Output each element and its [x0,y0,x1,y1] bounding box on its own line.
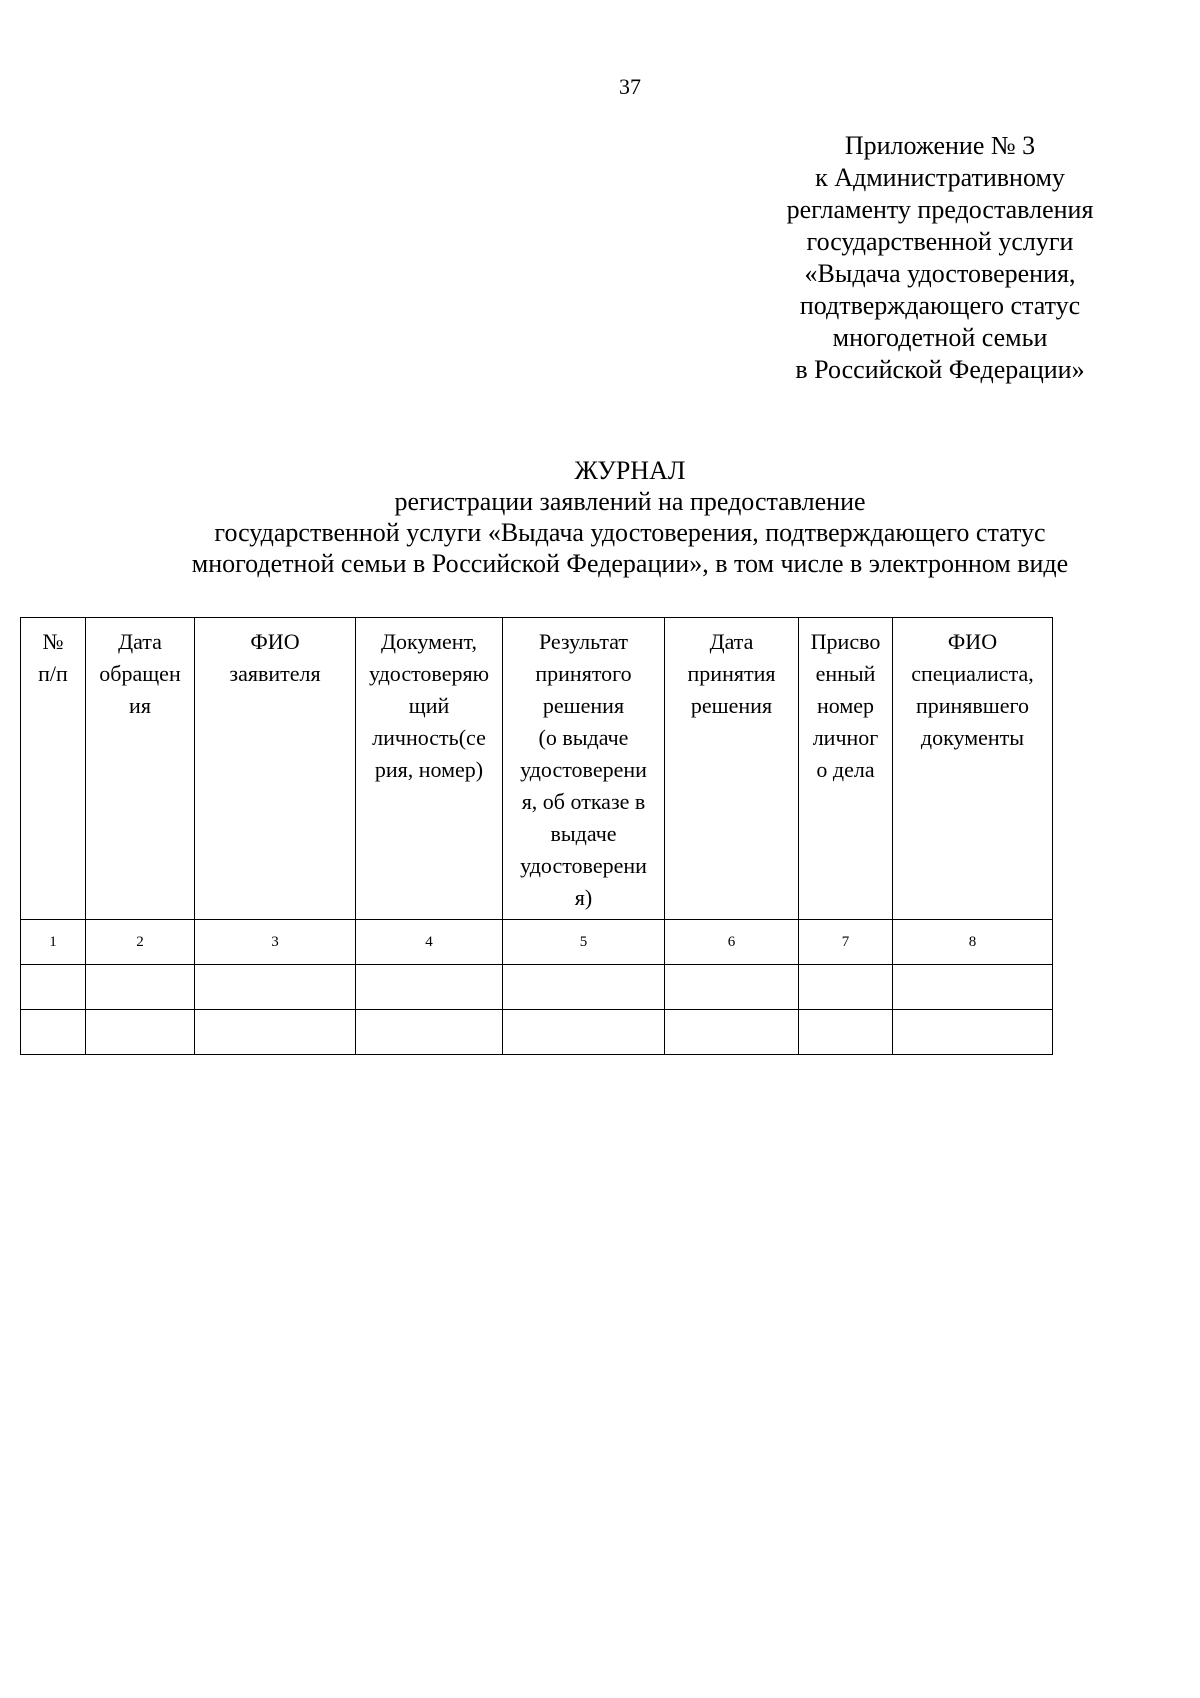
table-cell [195,1010,356,1055]
header-applicant-name: ФИО заявителя [195,618,356,920]
appendix-line: Приложение № 3 [844,131,1036,160]
header-application-date: Дата обращен ия [86,618,195,920]
journal-title: ЖУРНАЛ [574,456,686,485]
column-number: 1 [21,920,86,965]
table-cell [503,965,665,1010]
column-number: 2 [86,920,195,965]
page-number: 37 [619,74,641,99]
header-decision-date: Дата принятия решения [665,618,799,920]
table-cell [665,1010,799,1055]
column-number: 6 [665,920,799,965]
column-number: 7 [799,920,893,965]
table-cell [893,965,1053,1010]
column-number: 8 [893,920,1053,965]
appendix-line: в Российской Федерации» [795,355,1085,384]
header-specialist-name: ФИО специалиста, принявшего документы [893,618,1053,920]
appendix-line: государственной услуги [806,227,1074,256]
appendix-line: многодетной семьи [832,323,1048,352]
table-cell [503,1010,665,1055]
table-cell [21,1010,86,1055]
appendix-heading [740,130,1140,386]
table-cell [195,965,356,1010]
journal-heading [0,455,1200,579]
header-decision-result: Результат принятого решения (о выдаче удостоверени я, об отказе в выдаче удостоверени я) [503,618,665,920]
appendix-line: «Выдача удостоверения, [804,259,1076,288]
column-number: 5 [503,920,665,965]
column-number: 4 [356,920,503,965]
table-cell [893,1010,1053,1055]
table-cell [665,965,799,1010]
table-cell [356,965,503,1010]
table-header-row [21,618,1053,920]
table-cell [21,965,86,1010]
table-cell [86,965,195,1010]
header-number: № п/п [21,618,86,920]
journal-subtitle-line: государственной услуги «Выдача удостоверения, подтверждающего статус [214,518,1046,547]
table-cell [799,1010,893,1055]
journal-subtitle-line: многодетной семьи в Российской Федерации», в том числе в электронном виде [191,549,1069,578]
table-cell [356,1010,503,1055]
journal-subtitle-line: регистрации заявлений на предоставление [394,487,866,516]
appendix-line: к Административному [815,163,1065,192]
table-row [21,1010,1053,1055]
column-number: 3 [195,920,356,965]
table-cell [86,1010,195,1055]
table-row [21,965,1053,1010]
header-identity-document: Документ, удостоверяю щий личность(се рия, номер) [356,618,503,920]
column-number-row [21,920,1053,965]
registration-table [20,617,1053,1055]
appendix-line: подтверждающего статус [799,291,1081,320]
header-case-number: Присво енный номер личног о дела [799,618,893,920]
table-cell [799,965,893,1010]
appendix-line: регламенту предоставления [786,195,1094,224]
